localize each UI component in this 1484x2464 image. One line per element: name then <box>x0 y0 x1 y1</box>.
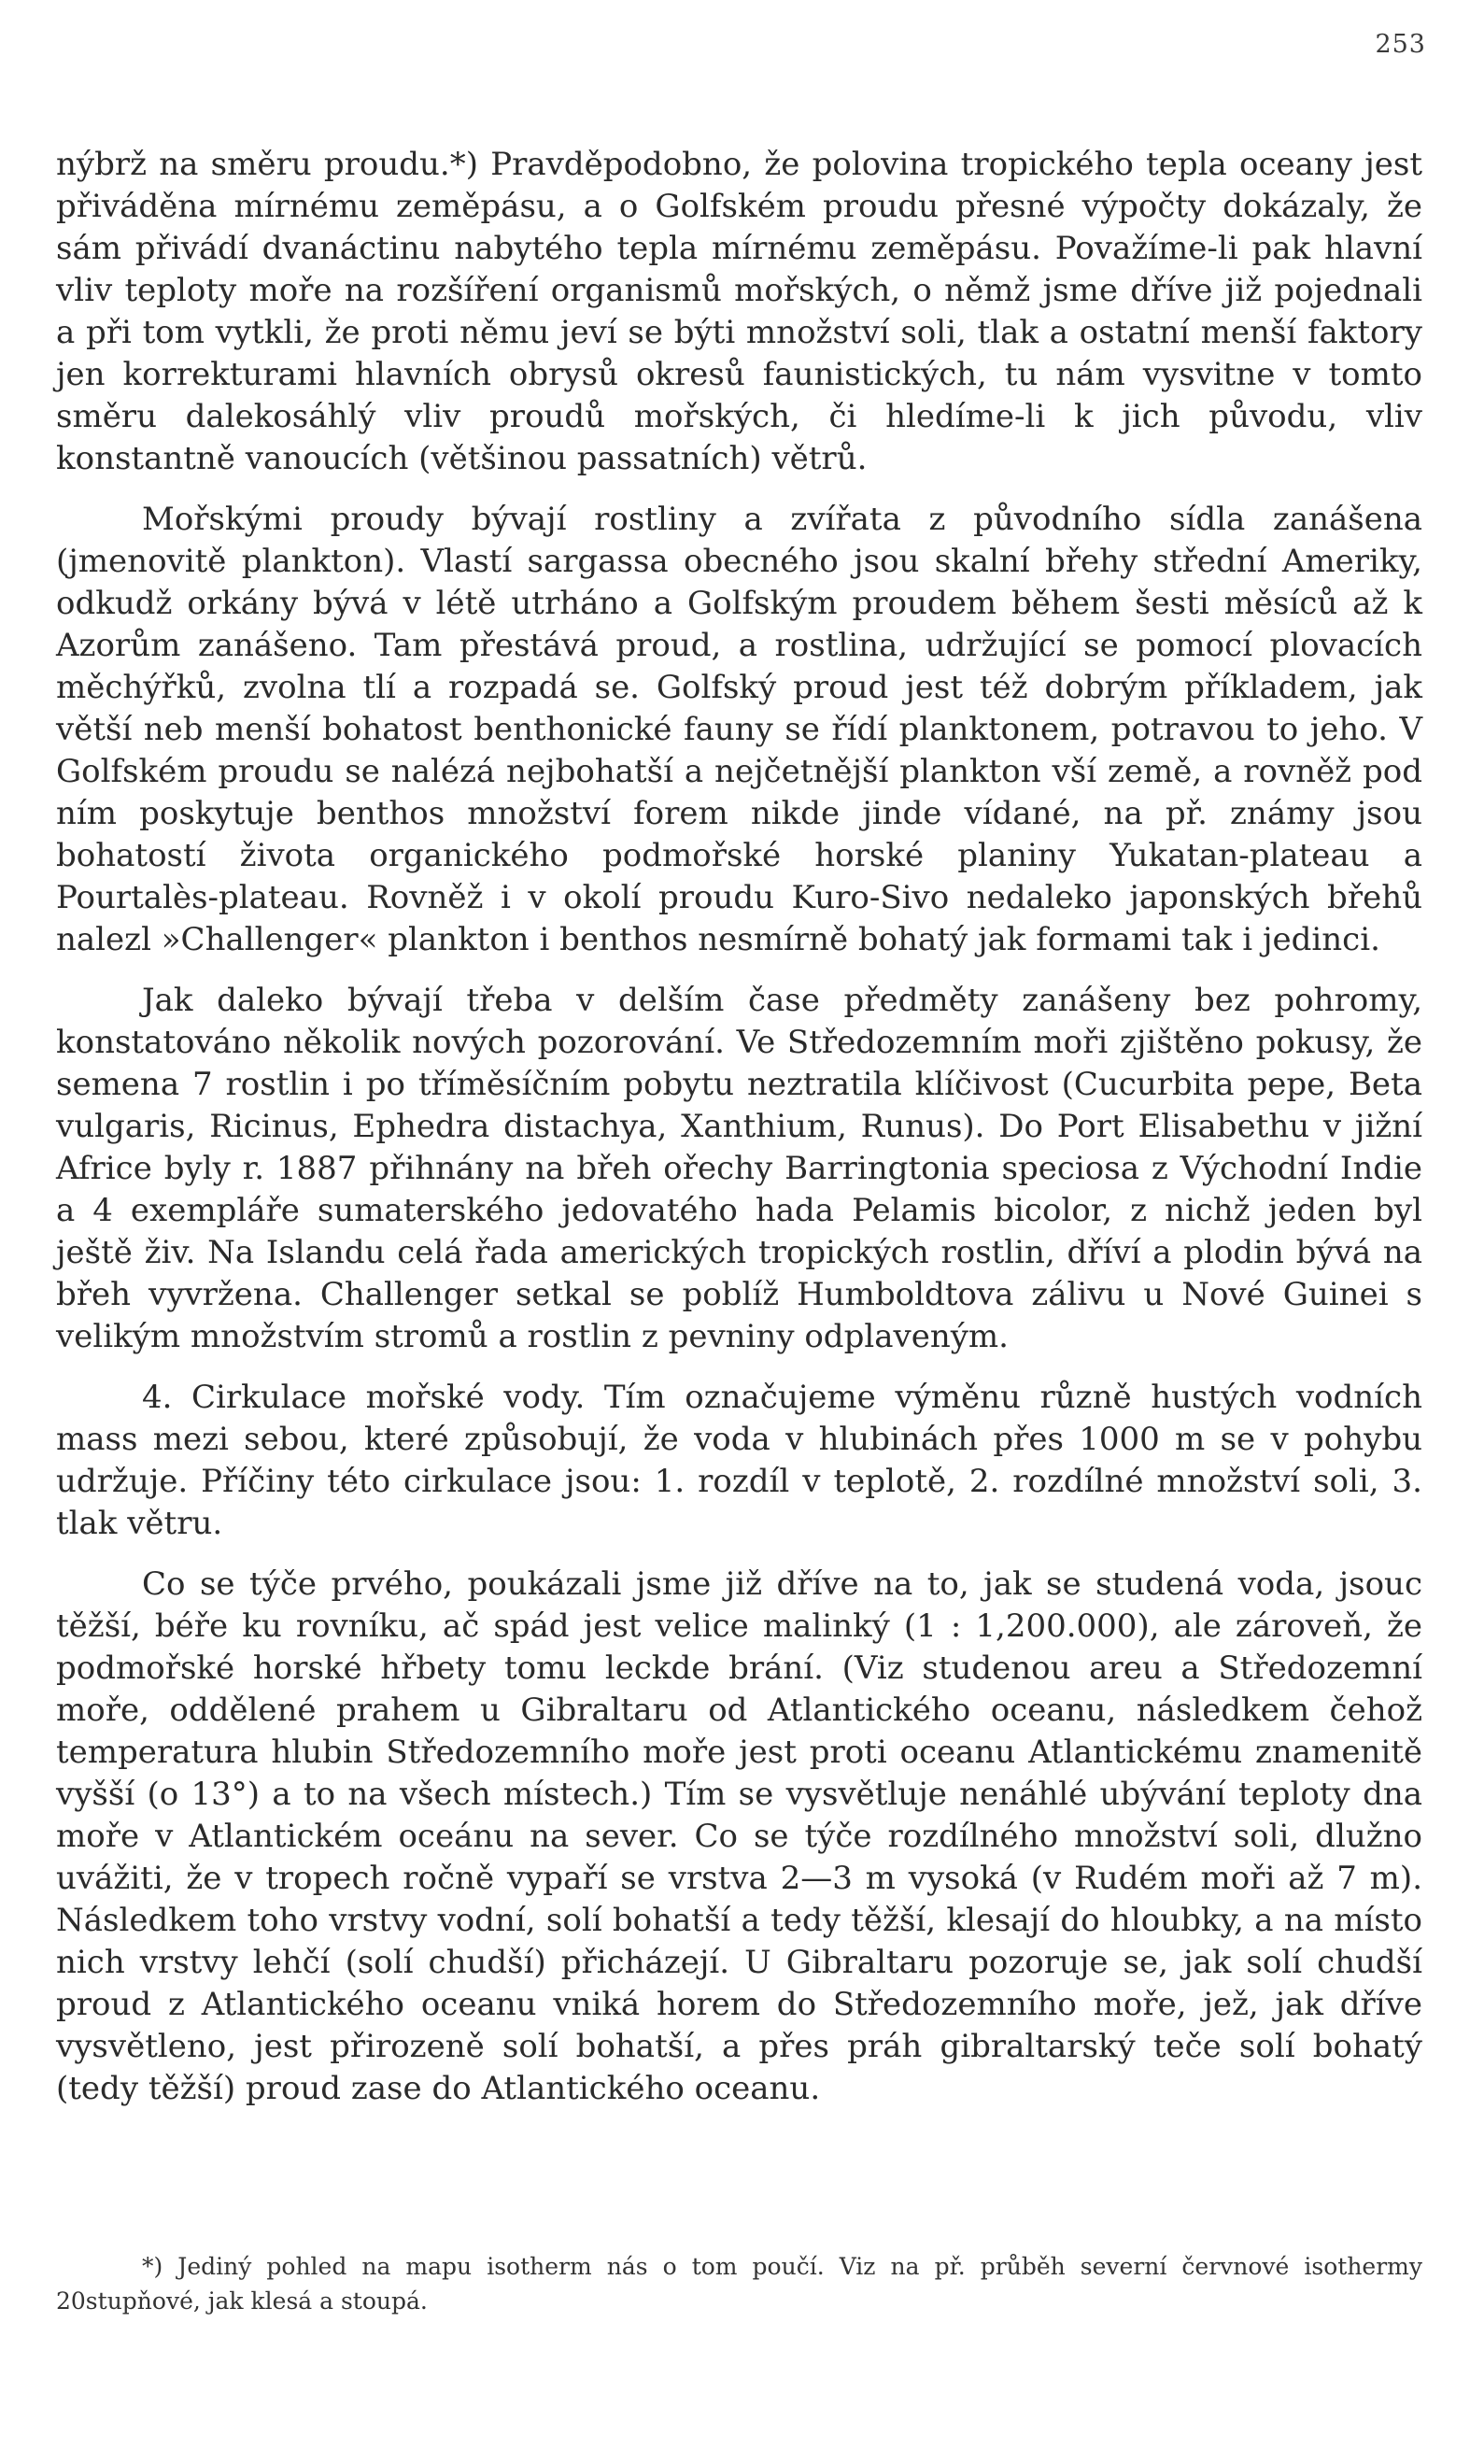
paragraph-circulation-heading: 4. Cirkulace mořské vody. Tím označujeme výměnu různě hustých vodních mass mezi sebou, které způsobují, že voda v hlubinách přes 1000 m se v pohybu udržuje. Příčiny této cirkulace jsou: 1. rozdíl v teplotě, 2. rozdílné množství soli, 3. tlak větru. <box>56 1379 1422 1542</box>
footnote: *) Jediný pohled na mapu isotherm nás o tom poučí. Viz na př. průběh severní červnové isothermy 20stupňové, jak klesá a stoupá. <box>56 2253 1422 2315</box>
paragraph-ocean-currents-heat: nýbrž na směru proudu.*) Pravděpodobno, že polovina tropického tepla oceany jest přiváděna mírnému zeměpásu, a o Golfském proudu přesné výpočty dokázaly, že sám přivádí dvanáctinu nabytého tepla mírnému zeměpásu. Považíme-li pak hlavní vliv teploty moře na rozšíření organismů mořských, o němž jsme dříve již pojednali a při tom vytkli, že proti němu jeví se býti množství soli, tlak a ostatní menší faktory jen korrekturami hlavních obrysů okresů faunistických, tu nám vysvitne v tomto směru dalekosáhlý vliv proudů mořských, či hledíme-li k jich původu, vliv konstantně vanoucích (většinou passatních) větrů. <box>56 146 1422 477</box>
page-number: 253 <box>1375 30 1426 59</box>
paragraph-temperature-salinity: Co se týče prvého, poukázali jsme již dříve na to, jak se studená voda, jsouc těžší, béře ku rovníku, ač spád jest velice malinký (1 : 1,200.000), ale zároveň, že podmořské horské hřbety tomu leckde brání. (Viz studenou areu a Středozemní moře, oddělené prahem u Gibraltaru od Atlantického oceanu, následkem čehož temperatura hlubin Středozemního moře jest proti oceanu Atlantickému znamenitě vyšší (o 13°) a to na všech místech.) Tím se vysvětluje nenáhlé ubývání teploty dna moře v Atlantickém oceánu na sever. Co se týče rozdílného množství soli, dlužno uvážiti, že v tropech ročně vypaří se vrstva 2—3 m vysoká (v Rudém moři až 7 m). Následkem toho vrstvy vodní, solí bohatší a tedy těžší, klesají do hloubky, a na místo nich vrstvy lehčí (solí chudší) přicházejí. U Gibraltaru pozoruje se, jak solí chudší proud z Atlantického oceanu vniká horem do Středozemního moře, jež, jak dříve vysvětleno, jest přirozeně solí bohatší, a přes práh gibraltarský teče solí bohatý (tedy těžší) proud zase do Atlantického oceanu. <box>56 1565 1422 2107</box>
paragraph-seed-drift-observations: Jak daleko bývají třeba v delším čase předměty zanášeny bez pohromy, konstatováno několik nových pozorování. Ve Středozemním moři zjištěno pokusy, že semena 7 rostlin i po tříměsíčním pobytu neztratila klíčivost (Cucurbita pepe, Beta vulgaris, Ricinus, Ephedra distachya, Xanthium, Runus). Do Port Elisabethu v jižní Africe byly r. 1887 přihnány na břeh ořechy Barringtonia speciosa z Východní Indie a 4 exempláře sumaterského jedovatého hada Pelamis bicolor, z nichž jeden byl ještě živ. Na Islandu celá řada amerických tropických rostlin, dříví a plodin bývá na břeh vyvržena. Challenger setkal se poblíž Humboldtova zálivu u Nové Guinei s velikým množstvím stromů a rostlin z pevniny odplaveným. <box>56 982 1422 1355</box>
body-text <box>56 125 1422 2110</box>
book-page <box>56 0 1426 2464</box>
paragraph-plankton-transport: Mořskými proudy bývají rostliny a zvířata z původního sídla zanášena (jmenovitě plankton). Vlastí sargassa obecného jsou skalní břehy střední Ameriky, odkudž orkány bývá v létě utrháno a Golfským proudem během šesti měsíců až k Azorům zanášeno. Tam přestává proud, a rostlina, udržující se pomocí plovacích měchýřků, zvolna tlí a rozpadá se. Golfský proud jest též dobrým příkladem, jak větší neb menší bohatost benthonické fauny se řídí planktonem, potravou to jeho. V Golfském proudu se nalézá nejbohatší a nejčetnější plankton vší země, a rovněž pod ním poskytuje benthos množství forem nikde jinde vídané, na př. známy jsou bohatostí života organického podmořské horské planiny Yukatan-plateau a Pourtalès-plateau. Rovněž i v okolí proudu Kuro-Sivo nedaleko japonských břehů nalezl »Challenger« plankton i benthos nesmírně bohatý jak formami tak i jedinci. <box>56 501 1422 958</box>
